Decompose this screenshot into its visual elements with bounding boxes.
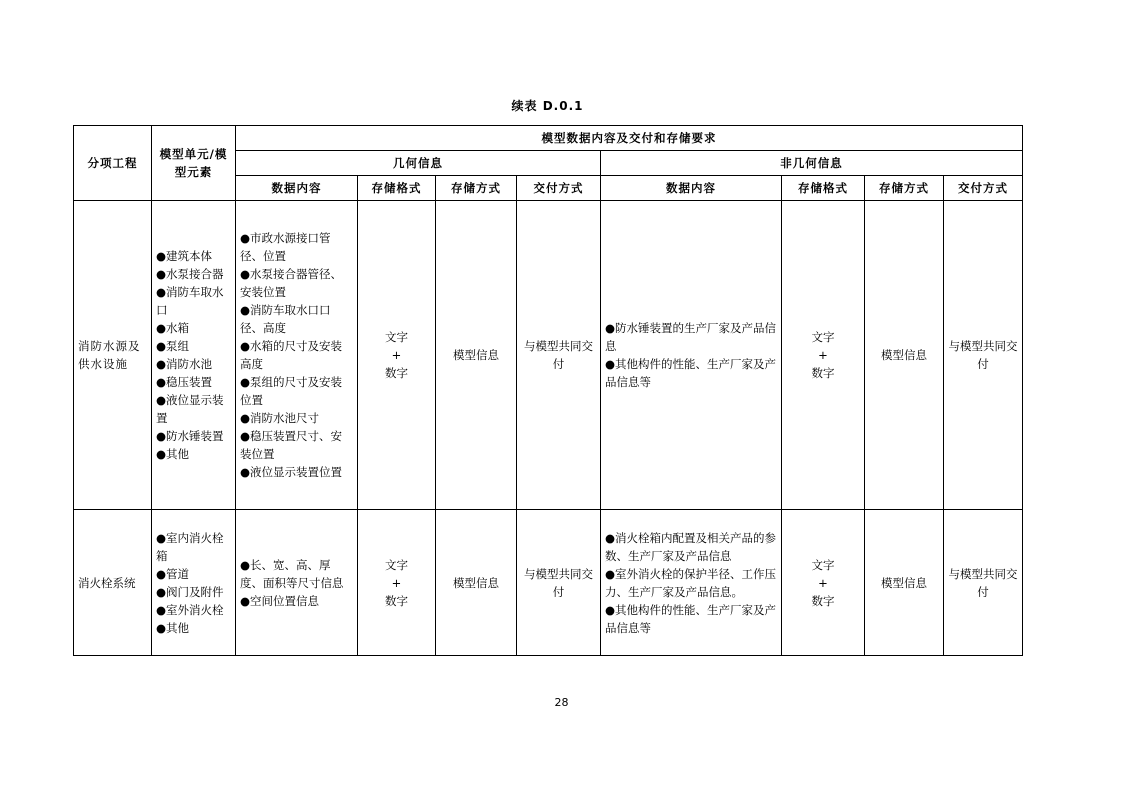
list-item: ●水箱 — [156, 321, 190, 335]
header-project: 分项工程 — [74, 126, 152, 201]
list-item: ●消火栓箱内配置及相关产品的参数、生产厂家及产品信息 — [605, 530, 777, 563]
list-item: ●其他构件的性能、生产厂家及产品信息等 — [605, 357, 777, 389]
header-geo-format: 存储格式 — [358, 176, 436, 201]
header-top: 模型数据内容及交付和存储要求 — [236, 126, 1023, 151]
row-ng-delivery: 与模型共同交付 — [944, 201, 1023, 510]
spec-table — [73, 125, 1023, 656]
list-item: ●水泵接合器 — [156, 267, 224, 281]
row-ng-content — [601, 510, 782, 656]
format-text: 文字 — [811, 330, 835, 344]
format-plus: + — [818, 348, 828, 362]
list-item: ●液位显示装置 — [156, 393, 224, 425]
list-item: ●水箱的尺寸及安装高度 — [240, 339, 343, 371]
list-item: ●防水锤装置的生产厂家及产品信息 — [605, 321, 777, 353]
header-element: 模型单元/模型元素 — [152, 126, 236, 201]
header-geo-content: 数据内容 — [236, 176, 358, 201]
list-item: ●室内消火栓箱 — [156, 530, 224, 563]
header-geo-delivery: 交付方式 — [517, 176, 601, 201]
row-project: 消火栓系统 — [74, 510, 152, 656]
list-item: ●长、宽、高、厚度、面积等尺寸信息 — [240, 557, 344, 590]
row-ng-format — [782, 510, 865, 656]
list-item: ●消防车取水口口径、高度 — [240, 303, 331, 335]
row-elements — [152, 201, 236, 510]
list-item: ●稳压装置尺寸、安装位置 — [240, 429, 343, 461]
format-text: 文字 — [385, 557, 408, 572]
table-row — [74, 510, 1023, 656]
list-item: ●市政水源接口管径、位置 — [240, 231, 331, 263]
list-item: ●其他构件的性能、生产厂家及产品信息等 — [605, 602, 777, 635]
row-geo-content — [236, 510, 358, 656]
row-ng-storage: 模型信息 — [865, 510, 944, 656]
row-ng-content — [601, 201, 782, 510]
header-geo: 几何信息 — [236, 151, 601, 176]
list-item: ●泵组 — [156, 339, 190, 353]
list-item: ●室外消火栓 — [156, 602, 224, 617]
header-ng-content: 数据内容 — [601, 176, 782, 201]
row-ng-storage: 模型信息 — [865, 201, 944, 510]
list-item: ●消防水池尺寸 — [240, 411, 320, 425]
list-item: ●消防车取水口 — [156, 285, 224, 317]
header-ng-delivery: 交付方式 — [944, 176, 1023, 201]
row-project: 消防水源及供水设施 — [74, 201, 152, 510]
list-item: ●消防水池 — [156, 357, 213, 371]
table-row — [74, 201, 1023, 510]
page-number: 28 — [554, 696, 569, 709]
list-item: ●液位显示装置位置 — [240, 465, 343, 479]
table-caption: 续表 D.0.1 — [511, 99, 584, 113]
format-plus: + — [818, 575, 828, 590]
list-item: ●泵组的尺寸及安装位置 — [240, 375, 343, 407]
header-geo-storage: 存储方式 — [436, 176, 517, 201]
row-ng-delivery: 与模型共同交付 — [944, 510, 1023, 656]
row-ng-format — [782, 201, 865, 510]
list-item: ●室外消火栓的保护半径、工作压力、生产厂家及产品信息。 — [605, 566, 777, 599]
format-number: 数字 — [811, 593, 835, 608]
row-geo-storage: 模型信息 — [436, 510, 517, 656]
header-ng-storage: 存储方式 — [865, 176, 944, 201]
format-text: 文字 — [385, 330, 408, 344]
list-item: ●稳压装置 — [156, 375, 213, 389]
list-item: ●建筑本体 — [156, 249, 213, 263]
list-item: ●防水锤装置 — [156, 429, 224, 443]
list-item: ●水泵接合器管径、安装位置 — [240, 267, 343, 299]
row-geo-format — [358, 510, 436, 656]
list-item: ●管道 — [156, 566, 190, 581]
format-plus: + — [391, 348, 402, 362]
format-text: 文字 — [811, 557, 835, 572]
format-number: 数字 — [385, 366, 408, 380]
format-number: 数字 — [385, 593, 408, 608]
list-item: ●空间位置信息 — [240, 593, 320, 608]
list-item: ●其他 — [156, 620, 190, 635]
row-geo-delivery: 与模型共同交付 — [517, 510, 601, 656]
row-elements — [152, 510, 236, 656]
header-nongeo: 非几何信息 — [601, 151, 1023, 176]
list-item: ●其他 — [156, 447, 190, 461]
row-geo-delivery: 与模型共同交付 — [517, 201, 601, 510]
row-geo-content — [236, 201, 358, 510]
header-ng-format: 存储格式 — [782, 176, 865, 201]
format-plus: + — [391, 575, 402, 590]
row-geo-storage: 模型信息 — [436, 201, 517, 510]
list-item: ●阀门及附件 — [156, 584, 224, 599]
format-number: 数字 — [811, 366, 835, 380]
row-geo-format — [358, 201, 436, 510]
